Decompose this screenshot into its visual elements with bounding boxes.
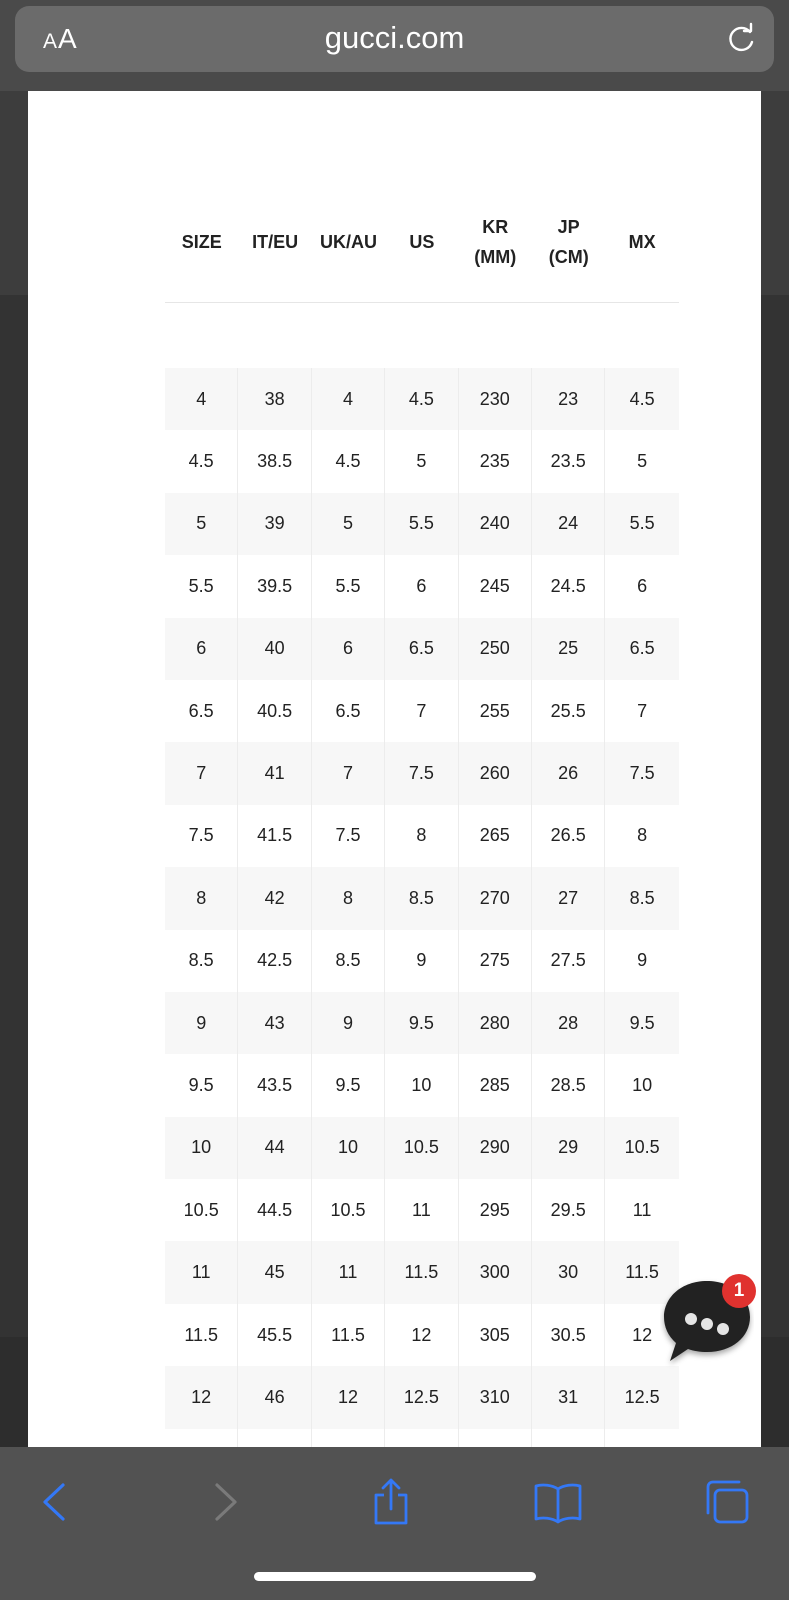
- table-row: [165, 1054, 679, 1116]
- table-cell: 44.5: [238, 1179, 311, 1241]
- table-cell: 9: [312, 992, 385, 1054]
- table-cell: 10: [312, 1117, 385, 1179]
- table-cell: 290: [459, 1117, 532, 1179]
- column-header: [605, 227, 678, 257]
- table-cell: 6: [637, 575, 648, 596]
- table-cell: 41: [238, 742, 311, 804]
- size-guide-modal: [28, 91, 761, 1447]
- table-cell: 275: [459, 930, 532, 992]
- table-cell: 10: [385, 1054, 458, 1116]
- table-cell: 7: [312, 742, 385, 804]
- table-row: [165, 742, 679, 804]
- table-cell: 10: [632, 1074, 653, 1095]
- table-cell: 4.5: [629, 388, 655, 409]
- table-cell: 44: [238, 1117, 311, 1179]
- table-cell: 250: [459, 618, 532, 680]
- url-text[interactable]: gucci.com: [324, 20, 465, 55]
- table-cell: 8.5: [165, 930, 238, 992]
- table-cell: 11.5: [312, 1304, 385, 1366]
- home-indicator[interactable]: [254, 1572, 536, 1581]
- table-cell: 9: [637, 950, 648, 971]
- table-cell: 5: [637, 451, 648, 472]
- column-header: [459, 212, 532, 272]
- table-cell: 9: [165, 992, 238, 1054]
- table-cell: 6.5: [165, 680, 238, 742]
- column-header-line: JP: [557, 217, 580, 237]
- size-table-body: [165, 368, 679, 1553]
- table-cell: 8.5: [385, 867, 458, 929]
- table-cell: 5.5: [165, 555, 238, 617]
- table-cell: 40: [238, 618, 311, 680]
- column-header-line: KR: [482, 217, 509, 237]
- table-cell: 29.5: [532, 1179, 605, 1241]
- table-cell: 9.5: [385, 992, 458, 1054]
- table-cell: 25: [532, 618, 605, 680]
- table-cell: 12: [165, 1366, 238, 1428]
- table-cell: 41.5: [238, 805, 311, 867]
- table-cell: 28.5: [532, 1054, 605, 1116]
- table-cell: 305: [459, 1304, 532, 1366]
- table-cell: 12: [632, 1324, 653, 1345]
- table-cell: 45.5: [238, 1304, 311, 1366]
- table-cell: 11: [385, 1179, 458, 1241]
- table-cell: 5.5: [312, 555, 385, 617]
- table-cell: 24: [532, 493, 605, 555]
- table-cell: 29: [532, 1117, 605, 1179]
- table-cell: 12.5: [385, 1366, 458, 1428]
- table-row: [165, 430, 679, 492]
- table-cell: 11: [312, 1241, 385, 1303]
- table-cell: 9.5: [165, 1054, 238, 1116]
- table-cell: 11: [165, 1241, 238, 1303]
- table-row: [165, 680, 679, 742]
- text-size-small-label: A: [43, 30, 59, 53]
- table-cell: 240: [459, 493, 532, 555]
- table-cell: 280: [459, 992, 532, 1054]
- table-cell: 45: [238, 1241, 311, 1303]
- column-header: [165, 227, 238, 257]
- table-cell: 4.5: [165, 430, 238, 492]
- table-cell: 27.5: [532, 930, 605, 992]
- table-cell: 10.5: [385, 1117, 458, 1179]
- table-cell: 6.5: [312, 680, 385, 742]
- table-row: [165, 368, 679, 430]
- table-cell: 245: [459, 555, 532, 617]
- table-row: [165, 867, 679, 929]
- table-cell: 6.5: [385, 618, 458, 680]
- table-cell: 12.5: [624, 1386, 660, 1407]
- table-cell: 5.5: [629, 513, 655, 534]
- table-cell: 39: [238, 493, 311, 555]
- tabs-icon[interactable]: [702, 1477, 752, 1527]
- table-row: [165, 1241, 679, 1303]
- table-cell: 42.5: [238, 930, 311, 992]
- table-cell: 38: [238, 368, 311, 430]
- table-row: [165, 1304, 679, 1366]
- column-header: [385, 227, 458, 257]
- table-row: [165, 1117, 679, 1179]
- table-cell: 4: [165, 368, 238, 430]
- table-cell: 8: [385, 805, 458, 867]
- table-cell: 7.5: [312, 805, 385, 867]
- table-cell: 7.5: [385, 742, 458, 804]
- table-cell: 5.5: [385, 493, 458, 555]
- table-cell: 5: [165, 493, 238, 555]
- table-cell: 265: [459, 805, 532, 867]
- table-cell: 7: [385, 680, 458, 742]
- text-size-large-label: A: [58, 23, 78, 54]
- column-header-line: (MM): [474, 247, 517, 267]
- table-cell: 31: [532, 1366, 605, 1428]
- back-icon[interactable]: [30, 1477, 80, 1527]
- table-row: [165, 618, 679, 680]
- bookmarks-icon[interactable]: [533, 1477, 583, 1527]
- table-cell: 30.5: [532, 1304, 605, 1366]
- table-cell: 295: [459, 1179, 532, 1241]
- table-row: [165, 992, 679, 1054]
- table-cell: 10.5: [624, 1137, 660, 1158]
- table-row: [165, 930, 679, 992]
- browser-top-bar: [0, 0, 789, 91]
- share-icon[interactable]: [366, 1477, 416, 1527]
- table-cell: 7.5: [629, 763, 655, 784]
- table-cell: 39.5: [238, 555, 311, 617]
- column-header-line: IT/EU: [252, 232, 299, 252]
- table-cell: 11.5: [385, 1241, 458, 1303]
- forward-icon[interactable]: [200, 1477, 250, 1527]
- table-cell: 40.5: [238, 680, 311, 742]
- table-cell: 230: [459, 368, 532, 430]
- table-cell: 11: [632, 1199, 652, 1220]
- table-cell: 5: [385, 430, 458, 492]
- table-cell: 300: [459, 1241, 532, 1303]
- table-cell: 38.5: [238, 430, 311, 492]
- table-cell: 12: [312, 1366, 385, 1428]
- table-cell: 43: [238, 992, 311, 1054]
- table-cell: 9.5: [629, 1012, 655, 1033]
- table-cell: 6: [165, 618, 238, 680]
- size-table-header: [165, 182, 679, 303]
- table-cell: 310: [459, 1366, 532, 1428]
- column-header-line: UK/AU: [319, 232, 377, 252]
- table-cell: 28: [532, 992, 605, 1054]
- table-cell: 235: [459, 430, 532, 492]
- address-bar[interactable]: [15, 6, 774, 72]
- column-header: [312, 227, 385, 257]
- table-cell: 8.5: [629, 887, 655, 908]
- table-cell: 270: [459, 867, 532, 929]
- table-row: [165, 805, 679, 867]
- table-cell: 4.5: [385, 368, 458, 430]
- table-cell: 11.5: [165, 1304, 238, 1366]
- table-cell: 8: [637, 825, 648, 846]
- chat-notification-badge: 1: [722, 1274, 756, 1308]
- table-cell: 8: [165, 867, 238, 929]
- table-cell: 46: [238, 1366, 311, 1428]
- reload-icon[interactable]: [724, 22, 758, 56]
- table-row: [165, 1366, 679, 1428]
- table-cell: 4.5: [312, 430, 385, 492]
- table-cell: 42: [238, 867, 311, 929]
- table-cell: 8.5: [312, 930, 385, 992]
- table-cell: 11.5: [625, 1262, 659, 1283]
- table-cell: 27: [532, 867, 605, 929]
- table-cell: 9.5: [312, 1054, 385, 1116]
- table-cell: 6: [312, 618, 385, 680]
- column-header-line: MX: [628, 232, 656, 252]
- table-cell: 8: [312, 867, 385, 929]
- table-row: [165, 493, 679, 555]
- table-cell: 30: [532, 1241, 605, 1303]
- table-cell: 10.5: [312, 1179, 385, 1241]
- table-cell: 24.5: [532, 555, 605, 617]
- table-cell: 4: [312, 368, 385, 430]
- table-cell: 255: [459, 680, 532, 742]
- table-row: [165, 1179, 679, 1241]
- table-cell: 23: [532, 368, 605, 430]
- table-cell: 7: [637, 700, 648, 721]
- column-header-line: US: [409, 232, 435, 252]
- table-cell: 26.5: [532, 805, 605, 867]
- column-header: [532, 212, 605, 272]
- table-cell: 26: [532, 742, 605, 804]
- table-cell: 23.5: [532, 430, 605, 492]
- column-header-line: SIZE: [181, 232, 222, 252]
- table-row: [165, 555, 679, 617]
- column-header: [238, 227, 311, 257]
- table-cell: 10: [165, 1117, 238, 1179]
- table-cell: 7: [165, 742, 238, 804]
- table-cell: 6: [385, 555, 458, 617]
- table-cell: 7.5: [165, 805, 238, 867]
- table-cell: 12: [385, 1304, 458, 1366]
- table-cell: 43.5: [238, 1054, 311, 1116]
- table-cell: 9: [385, 930, 458, 992]
- table-cell: 6.5: [629, 638, 655, 659]
- table-cell: 25.5: [532, 680, 605, 742]
- table-cell: 5: [312, 493, 385, 555]
- column-header-line: (CM): [548, 247, 589, 267]
- table-cell: 260: [459, 742, 532, 804]
- table-cell: 10.5: [165, 1179, 238, 1241]
- table-cell: 285: [459, 1054, 532, 1116]
